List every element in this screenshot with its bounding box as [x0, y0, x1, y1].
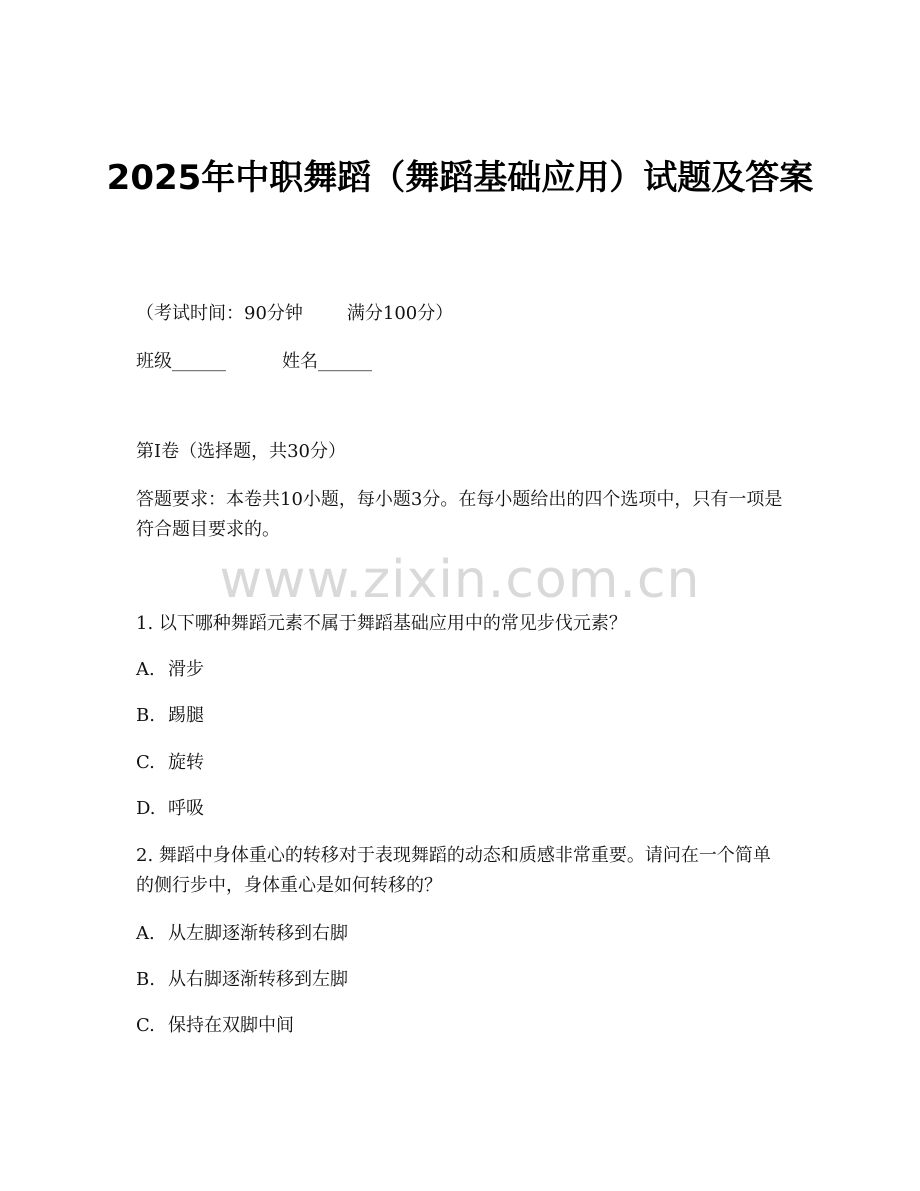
question-1-option-c	[136, 749, 204, 777]
exam-full-score: 满分100分）	[346, 303, 454, 324]
option-label: A.	[136, 923, 155, 944]
name-field: 姓名______	[282, 351, 372, 372]
question-2-option-b	[136, 966, 348, 994]
question-1-option-d	[136, 795, 204, 823]
option-label: B.	[136, 969, 155, 990]
option-text: 从左脚逐渐转移到右脚	[168, 923, 348, 944]
question-1-option-b	[136, 702, 204, 730]
question-2-option-a	[136, 920, 348, 948]
section-instruction: 答题要求：本卷共10小题，每小题3分。在每小题给出的四个选项中，只有一项是符合题目要求的。	[136, 489, 783, 540]
option-label: A.	[136, 659, 155, 680]
option-text: 呼吸	[168, 798, 204, 819]
question-1-stem: 1. 以下哪种舞蹈元素不属于舞蹈基础应用中的常见步伐元素？	[136, 613, 627, 634]
option-label: C.	[136, 752, 155, 773]
option-text: 滑步	[168, 659, 204, 680]
question-2-option-c	[136, 1012, 294, 1040]
section-heading: 第I卷（选择题，共30分）	[136, 441, 347, 462]
question-1-option-a	[136, 656, 204, 684]
document-title: 2025年中职舞蹈（舞蹈基础应用）试题及答案	[106, 158, 814, 198]
student-fields	[136, 348, 372, 376]
option-text: 从右脚逐渐转移到左脚	[168, 969, 348, 990]
exam-info	[136, 300, 453, 328]
class-field: 班级______	[136, 351, 226, 372]
question-2-stem: 2. 舞蹈中身体重心的转移对于表现舞蹈的动态和质感非常重要。请问在一个简单的侧行步中，身体重心是如何转移的？	[136, 845, 771, 896]
option-text: 保持在双脚中间	[168, 1015, 294, 1036]
exam-time: （考试时间：90分钟	[136, 303, 303, 324]
option-label: B.	[136, 705, 155, 726]
option-label: D.	[136, 798, 156, 819]
option-text: 旋转	[168, 752, 204, 773]
watermark: www.zixin.com.cn	[219, 550, 701, 610]
option-label: C.	[136, 1015, 155, 1036]
option-text: 踢腿	[168, 705, 204, 726]
